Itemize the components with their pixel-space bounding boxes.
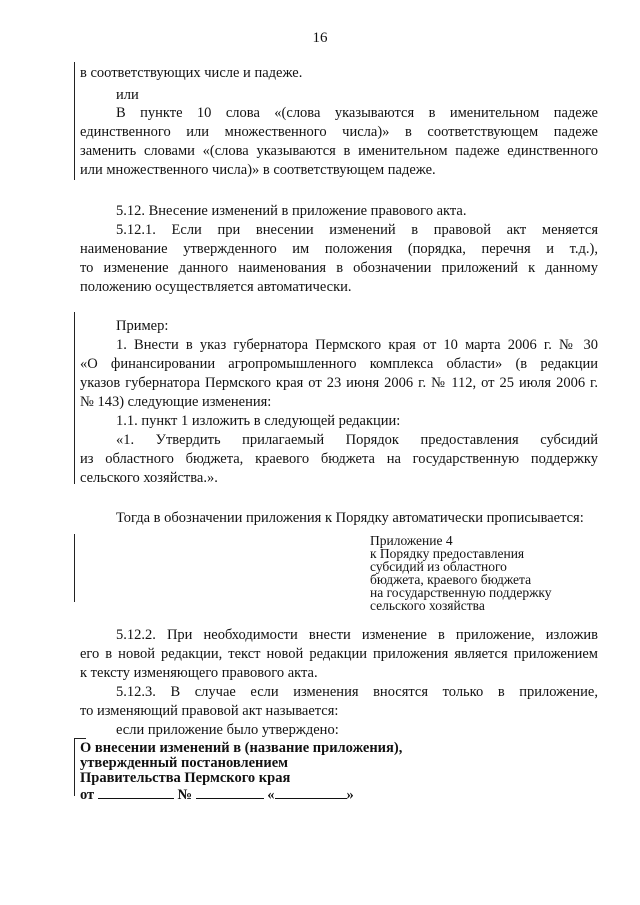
text-line: 1.1. пункт 1 изложить в следующей редакции:: [116, 413, 401, 429]
from-label: от: [80, 787, 95, 803]
text-line: в соответствующих числе и падеже.: [80, 65, 303, 81]
text-line: его в новой редакции, текст новой редакции приложения является приложением: [80, 646, 598, 662]
appendix-line: субсидий из областного: [370, 559, 507, 574]
date-number-line: [80, 786, 598, 803]
text-line: «1. Утвердить прилагаемый Порядок предоставления субсидий: [116, 432, 598, 448]
text-line: В пункте 10 слова «(слова указываются в именительном падеже: [116, 105, 598, 121]
appendix-line: сельского хозяйства: [370, 598, 485, 613]
title-line: Правительства Пермского края: [80, 770, 291, 786]
text-line: 1. Внести в указ губернатора Пермского края от 10 марта 2006 г. № 30: [116, 337, 598, 353]
text-line: к тексту изменяющего правового акта.: [80, 665, 318, 681]
example-label: Пример:: [116, 318, 169, 334]
text-line: 5.12.1. Если при внесении изменений в правовой акт меняется: [116, 222, 598, 238]
text-line: 5.12.2. При необходимости внести изменение в приложение, изложив: [116, 627, 598, 643]
margin-bar: [74, 738, 75, 796]
section-heading: 5.12. Внесение изменений в приложение правового акта.: [116, 203, 467, 219]
title-line: утвержденный постановлением: [80, 755, 289, 771]
text-line: единственного или множественного числа)» в соответствующем падеже: [80, 124, 598, 140]
appendix-line: к Порядку предоставления: [370, 546, 525, 561]
page-number: 16: [312, 30, 328, 46]
text-line: «О финансировании агропромышленного комплекса области» (в редакции: [80, 356, 598, 372]
title-blank: [275, 786, 347, 799]
text-line: Тогда в обозначении приложения к Порядку автоматически прописывается:: [116, 510, 584, 526]
margin-bar: [74, 62, 75, 180]
text-line: положению осуществляется автоматически.: [80, 279, 352, 295]
text-line: или: [116, 87, 139, 103]
text-line: из областного бюджета, краевого бюджета на государственную поддержку: [80, 451, 598, 467]
text-line: № 143) следующие изменения:: [80, 394, 272, 410]
appendix-line: на государственную поддержку: [370, 585, 552, 600]
date-blank: [98, 786, 174, 799]
margin-tick: [74, 738, 86, 739]
number-blank: [196, 786, 264, 799]
text-line: наименование утвержденного им положения (порядка, перечня и т.д.),: [80, 241, 598, 257]
open-quote: «: [267, 787, 275, 803]
text-line: заменить словами «(слова указываются в именительном падеже единственного: [80, 143, 598, 159]
text-line: сельского хозяйства.».: [80, 470, 218, 486]
text-line: 5.12.3. В случае если изменения вносятся только в приложение,: [116, 684, 598, 700]
number-sign: №: [177, 787, 193, 803]
margin-bar: [74, 312, 75, 484]
appendix-line: бюджета, краевого бюджета: [370, 572, 532, 587]
margin-bar: [74, 534, 75, 602]
text-line: то изменение данного наименования в обозначении приложений к данному: [80, 260, 598, 276]
title-line: О внесении изменений в (название приложения),: [80, 740, 403, 756]
text-line: если приложение было утверждено:: [116, 722, 339, 738]
text-line: или множественного числа)» в соответствующем падеже.: [80, 162, 436, 178]
text-line: то изменяющий правовой акт называется:: [80, 703, 339, 719]
appendix-line: Приложение 4: [370, 533, 453, 548]
close-quote: »: [346, 787, 354, 803]
text-line: указов губернатора Пермского края от 23 июня 2006 г. № 112, от 25 июля 2006 г.: [80, 375, 598, 391]
